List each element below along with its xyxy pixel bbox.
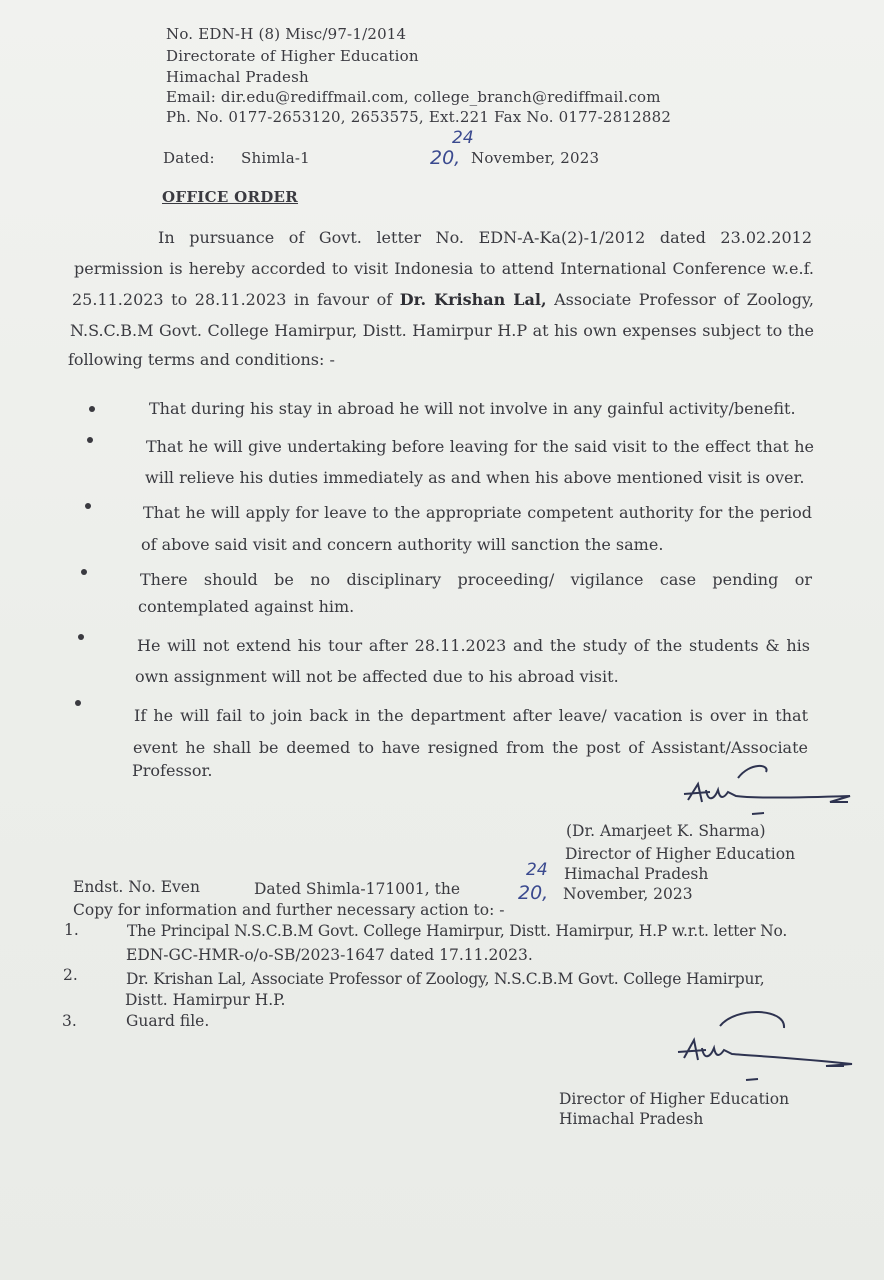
copy-item-2-line-1: Dr. Krishan Lal, Associate Professor of Zoology, N.S.C.B.M Govt. College Hamirpur, — [126, 970, 765, 988]
bullet-3 — [85, 503, 91, 509]
copy-line: Copy for information and further necessary action to: - — [73, 901, 505, 919]
dated-handwritten-day: 24 — [452, 128, 474, 148]
bullet-5 — [78, 634, 84, 640]
footer-designation: Director of Higher Education — [559, 1090, 790, 1108]
office-name: Directorate of Higher Education — [166, 47, 419, 65]
condition-4-line-1: There should be no disciplinary proceeding/ vigilance case pending or — [140, 570, 812, 589]
file-number: No. EDN-H (8) Misc/97-1/2014 — [166, 25, 407, 43]
condition-1-line-1: That during his stay in abroad he will not involve in any gainful activity/benefit. — [149, 399, 796, 418]
signatory-name: (Dr. Amarjeet K. Sharma) — [566, 822, 766, 840]
dated-place: Shimla-1 — [241, 149, 310, 167]
condition-5-line-1: He will not extend his tour after 28.11.2023 and the study of the students & his — [137, 636, 810, 655]
body-line-3-end: Associate Professor of Zoology, — [554, 290, 814, 309]
bullet-2 — [87, 437, 93, 443]
body-line-3-start: 25.11.2023 to 28.11.2023 in favour of — [72, 290, 393, 309]
body-line-1: In pursuance of Govt. letter No. EDN-A-Ka(2)-1/2012 dated 23.02.2012 — [158, 228, 812, 247]
copy-item-3-line-1: Guard file. — [126, 1012, 210, 1030]
office-state: Himachal Pradesh — [166, 68, 309, 86]
copy-item-2-number: 2. — [63, 966, 78, 984]
body-line-5: following terms and conditions: - — [68, 350, 335, 369]
dated-month: November, 2023 — [471, 149, 600, 167]
body-line-2: permission is hereby accorded to visit Indonesia to attend International Conference w.e.f. — [74, 259, 814, 278]
director-signature-2 — [676, 1008, 856, 1088]
officer-name: Dr. Krishan Lal, — [399, 290, 547, 309]
condition-3-line-2: of above said visit and concern authority will sanction the same. — [141, 535, 664, 554]
endorsement-handwritten-prefix: 20, — [518, 882, 549, 904]
body-line-3 — [72, 290, 814, 309]
signatory-state: Himachal Pradesh — [564, 865, 709, 883]
director-signature-1 — [680, 760, 860, 820]
condition-2-line-2: will relieve his duties immediately as and when his above mentioned visit is over. — [145, 468, 805, 487]
dated-label: Dated: — [163, 149, 215, 167]
signatory-designation: Director of Higher Education — [565, 845, 796, 863]
condition-4-line-2: contemplated against him. — [138, 597, 355, 616]
footer-state: Himachal Pradesh — [559, 1110, 704, 1128]
copy-item-1-number: 1. — [64, 921, 79, 939]
bullet-6 — [75, 700, 81, 706]
condition-3-line-1: That he will apply for leave to the appropriate competent authority for the period — [143, 503, 812, 522]
copy-item-1-line-1: The Principal N.S.C.B.M Govt. College Hamirpur, Distt. Hamirpur, H.P w.r.t. letter No. — [127, 922, 788, 940]
condition-6-line-2: event he shall be deemed to have resigned from the post of Assistant/Associate — [133, 738, 808, 757]
endorsement-number: Endst. No. Even — [73, 878, 200, 896]
office-order-title: OFFICE ORDER — [162, 188, 299, 206]
dated-handwritten-prefix: 20, — [430, 147, 461, 169]
phone-line: Ph. No. 0177-2653120, 2653575, Ext.221 Fax No. 0177-2812882 — [166, 108, 672, 126]
bullet-4 — [81, 569, 87, 575]
endorsement-month: November, 2023 — [563, 885, 693, 903]
endorsement-handwritten-day: 24 — [526, 860, 548, 880]
body-line-4: N.S.C.B.M Govt. College Hamirpur, Distt. Hamirpur H.P at his own expenses subject to the — [70, 321, 814, 340]
bullet-1 — [89, 406, 95, 412]
email-line: Email: dir.edu@rediffmail.com, college_branch@rediffmail.com — [166, 88, 661, 106]
copy-item-2-line-2: Distt. Hamirpur H.P. — [125, 991, 286, 1009]
condition-6-line-3: Professor. — [132, 761, 213, 780]
copy-item-3-number: 3. — [62, 1012, 77, 1030]
condition-5-line-2: own assignment will not be affected due to his abroad visit. — [135, 667, 619, 686]
endorsement-dated: Dated Shimla-171001, the — [254, 880, 461, 898]
condition-6-line-1: If he will fail to join back in the department after leave/ vacation is over in that — [134, 706, 808, 725]
condition-2-line-1: That he will give undertaking before leaving for the said visit to the effect that he — [146, 437, 814, 456]
copy-item-1-line-2: EDN-GC-HMR-o/o-SB/2023-1647 dated 17.11.2023. — [126, 946, 533, 964]
